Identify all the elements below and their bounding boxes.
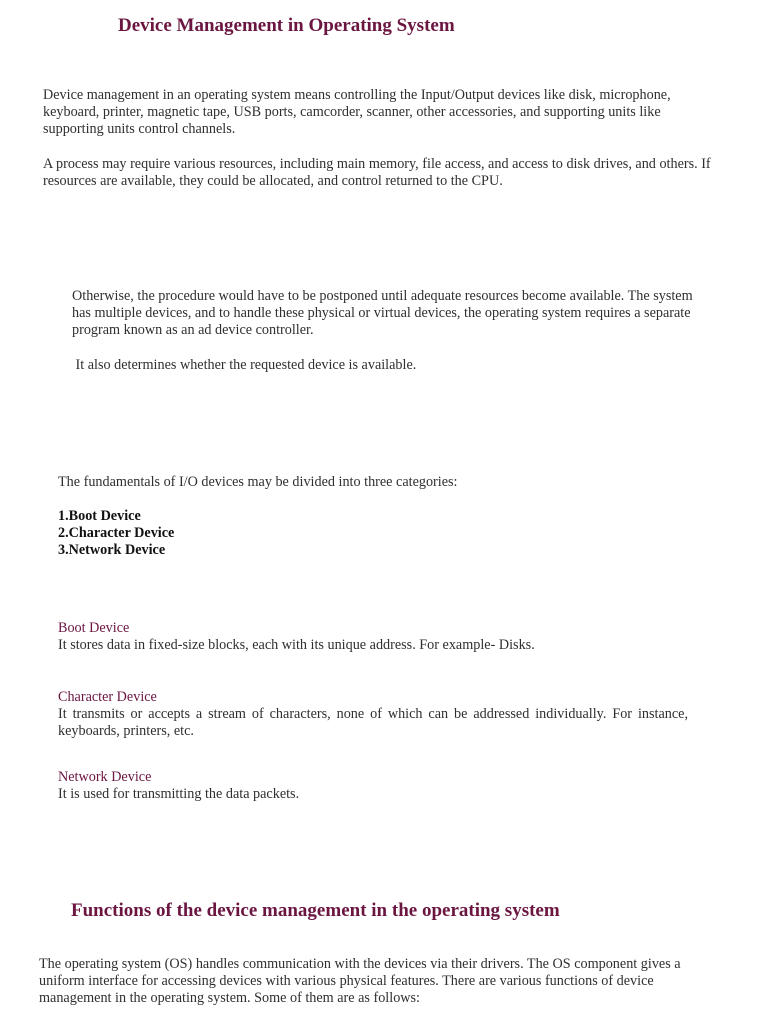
boot-device-heading: Boot Device [58, 620, 130, 636]
page-title: Device Management in Operating System [118, 15, 455, 36]
list-item: 2.Character Device [58, 525, 175, 542]
list-item: 3.Network Device [58, 542, 166, 559]
availability-paragraph: It also determines whether the requested device is available. [72, 357, 417, 373]
network-device-heading: Network Device [58, 769, 152, 785]
fundamentals-lead: The fundamentals of I/O devices may be divided into three categories: [58, 474, 458, 490]
character-device-heading: Character Device [58, 689, 157, 705]
section-heading-functions: Functions of the device management in the operating system [71, 900, 560, 921]
network-device-desc: It is used for transmitting the data packets. [58, 786, 300, 802]
boot-device-desc: It stores data in fixed-size blocks, each with its unique address. For example- Disks. [58, 637, 535, 653]
functions-paragraph: The operating system (OS) handles communication with the devices via their drivers. The OS component gives a uniform interface for accessing devices with various physical features. There are various functions of device management in the operating system. Some of them are as follows: [39, 956, 681, 1007]
intro-paragraph-2: A process may require various resources, including main memory, file access, and access to disk drives, and others. If resources are available, they could be allocated, and control returned to the CPU. [43, 156, 711, 190]
intro-paragraph-1: Device management in an operating system means controlling the Input/Output devices like disk, microphone, keyboard, printer, magnetic tape, USB ports, camcorder, scanner, other accessories, and supporting units like supporting units control channels. [43, 87, 671, 138]
category-list [58, 508, 174, 560]
list-item: 1.Boot Device [58, 508, 141, 524]
character-device-desc: It transmits or accepts a stream of characters, none of which can be addressed individually. For instance, keyboards, printers, etc. [58, 706, 688, 740]
otherwise-paragraph: Otherwise, the procedure would have to be postponed until adequate resources become available. The system has multiple devices, and to handle these physical or virtual devices, the operating system requires a separate program known as an ad device controller. [72, 288, 693, 339]
